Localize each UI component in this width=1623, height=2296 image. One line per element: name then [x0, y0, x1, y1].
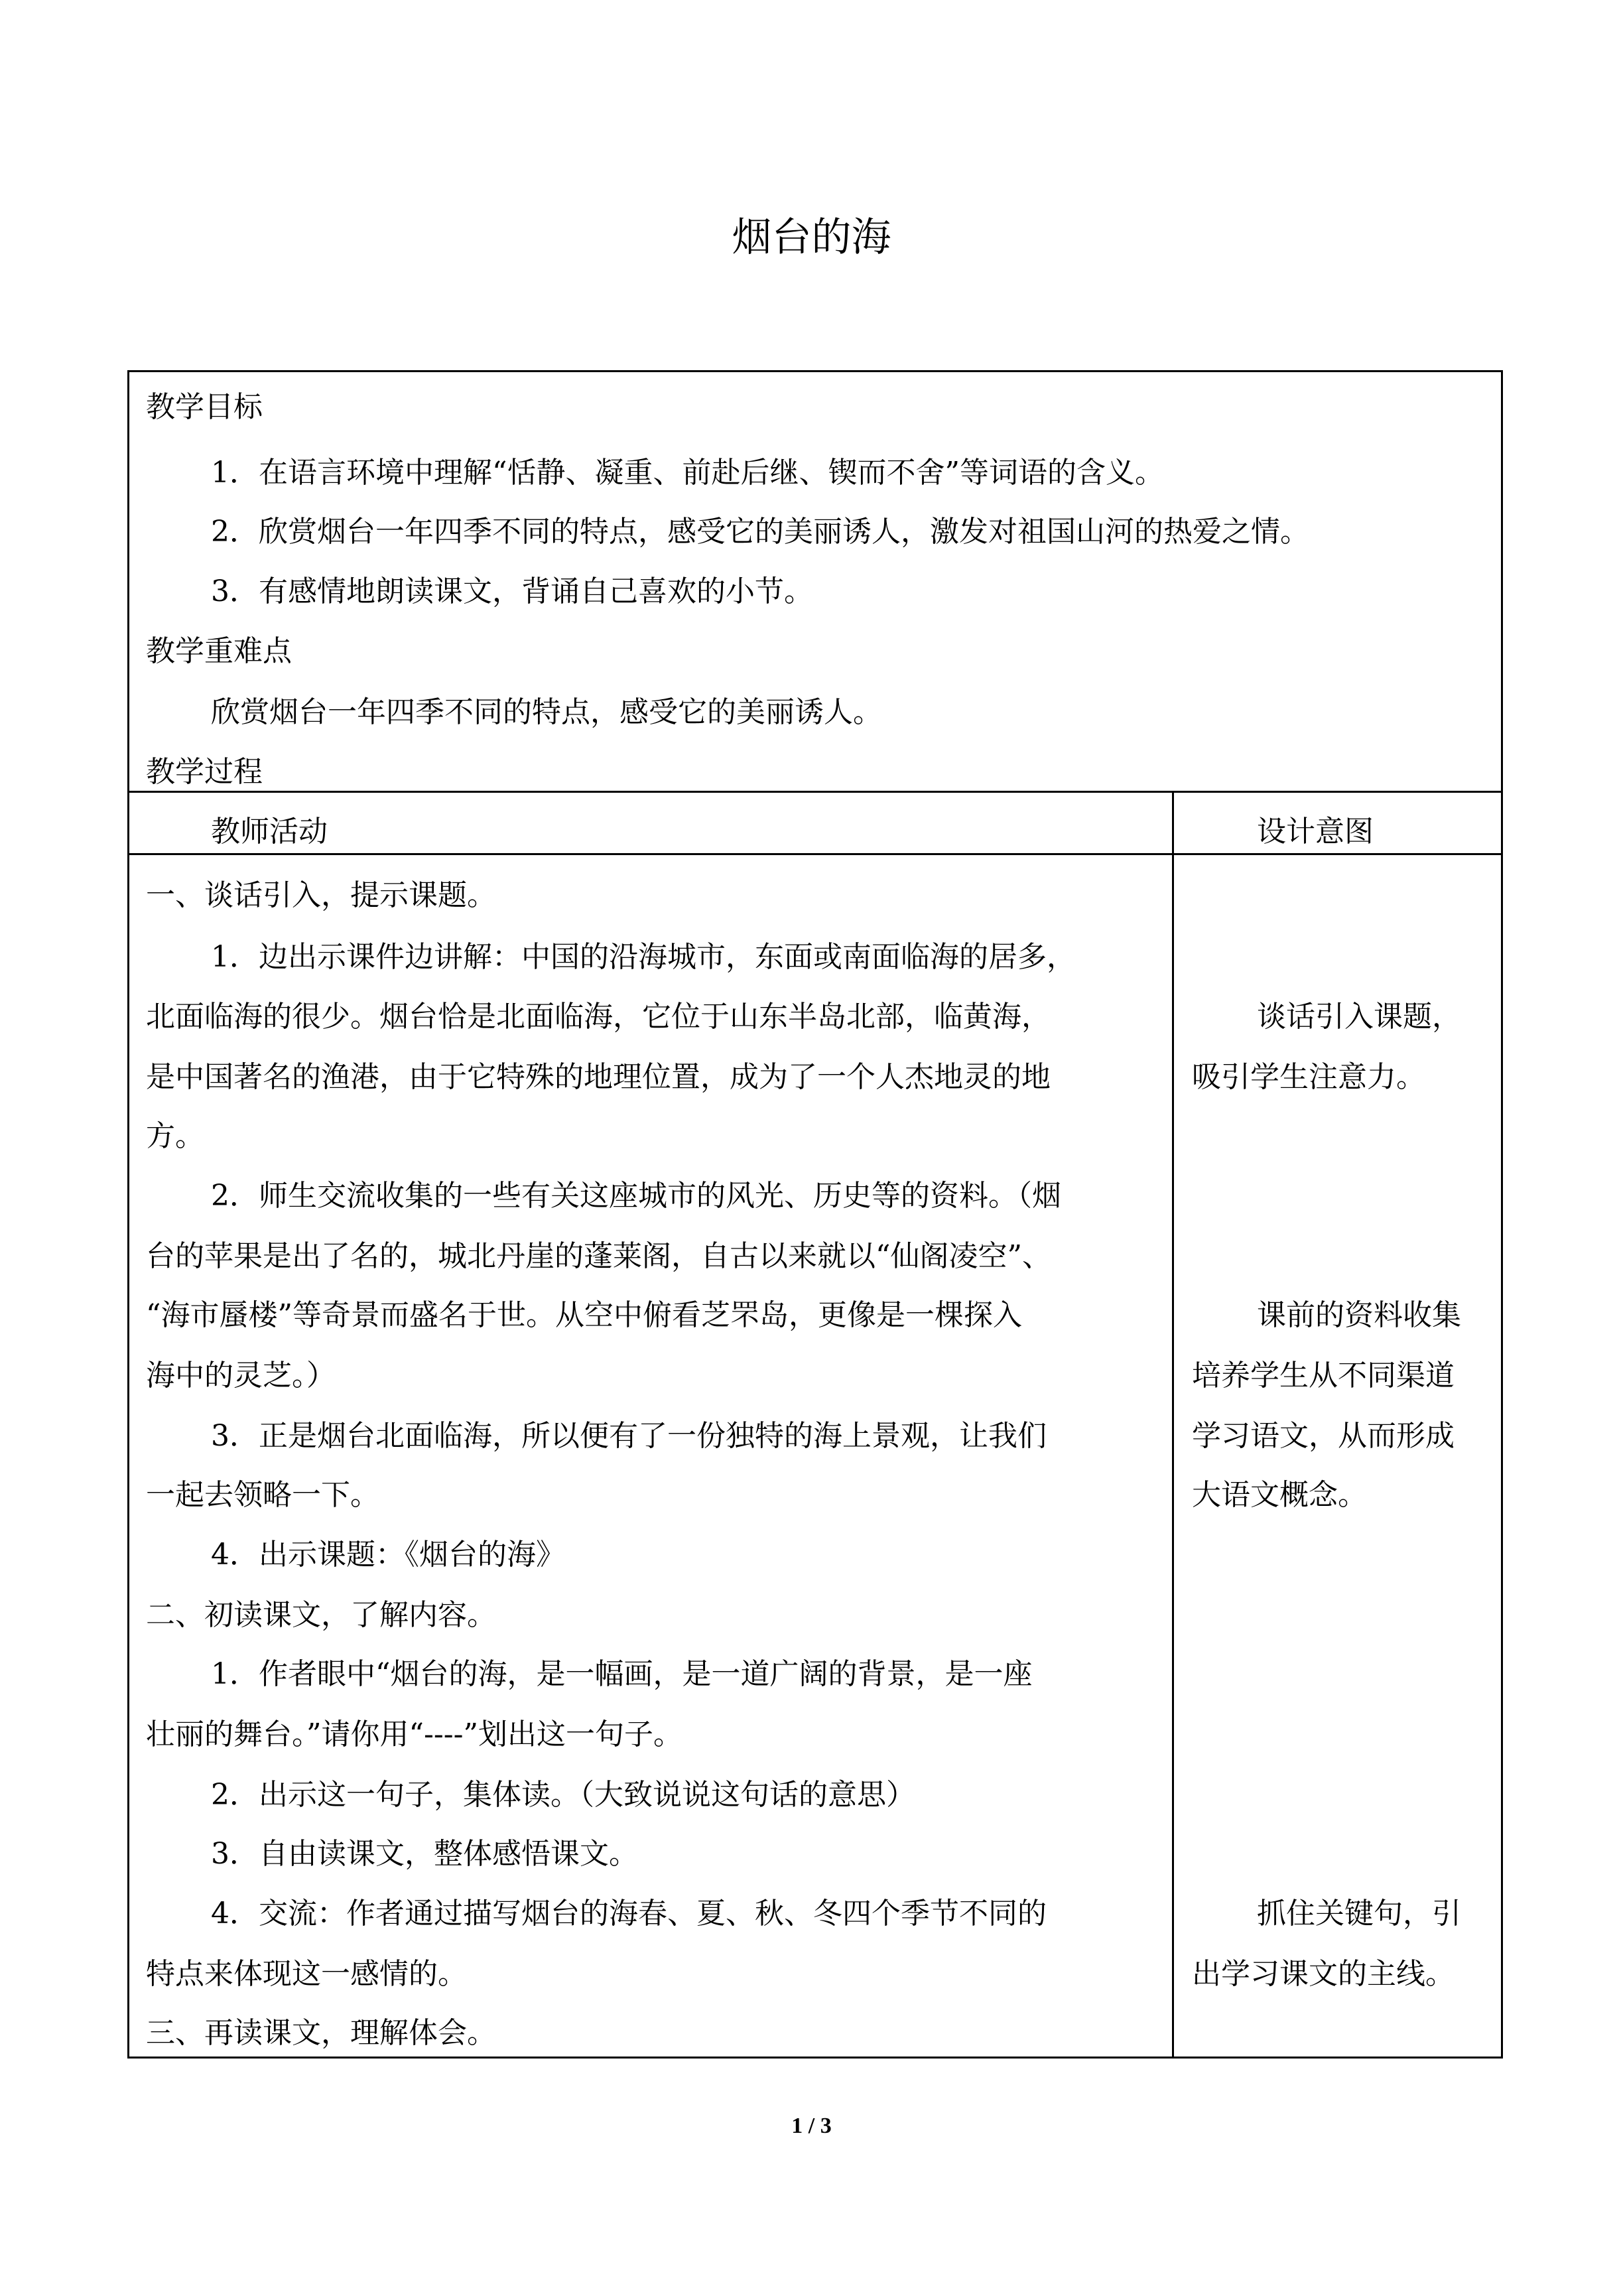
objective-item: 2．欣赏烟台一年四季不同的特点，感受它的美丽诱人，激发对祖国山河的热爱之情。 [211, 515, 1309, 549]
design-line: 培养学生从不同渠道 [1192, 1359, 1455, 1392]
table-divider-header [127, 791, 1503, 793]
column-header-design: 设计意图 [1257, 815, 1374, 848]
teacher-line: 一、谈话引入，提示课题。 [146, 878, 496, 912]
teacher-line: 3．自由读课文，整体感悟课文。 [211, 1837, 638, 1871]
design-line: 学习语文，从而形成 [1192, 1419, 1455, 1453]
teacher-line: 1．边出示课件边讲解：中国的沿海城市，东面或南面临海的居多， [211, 940, 1076, 974]
design-line: 吸引学生注意力。 [1192, 1060, 1425, 1094]
teacher-line: 4．交流：作者通过描写烟台的海春、夏、秋、冬四个季节不同的 [211, 1897, 1047, 1930]
page-number: 1 / 3 [791, 2114, 832, 2138]
teacher-line: 2．出示这一句子，集体读。（大致说说这句话的意思） [211, 1778, 915, 1812]
teacher-line: 1．作者眼中“烟台的海，是一幅画，是一道广阔的背景，是一座 [211, 1657, 1033, 1691]
page-title: 烟台的海 [732, 214, 891, 261]
teacher-line: 二、初读课文，了解内容。 [146, 1598, 496, 1632]
objective-item: 1．在语言环境中理解“恬静、凝重、前赴后继、锲而不舍”等词语的含义。 [211, 456, 1164, 490]
teacher-line: 三、再读课文，理解体会。 [146, 2016, 496, 2050]
teacher-line: 3．正是烟台北面临海，所以便有了一份独特的海上景观，让我们 [211, 1419, 1047, 1453]
key-points-heading: 教学重难点 [146, 634, 292, 668]
teacher-line: 方。 [146, 1119, 204, 1153]
teacher-line: 2．师生交流收集的一些有关这座城市的风光、历史等的资料。（烟 [211, 1179, 1061, 1213]
key-points-text: 欣赏烟台一年四季不同的特点，感受它的美丽诱人。 [211, 695, 882, 729]
teacher-line: 台的苹果是出了名的，城北丹崖的蓬莱阁，自古以来就以“仙阁凌空”、 [146, 1239, 1051, 1273]
teacher-line: “海市蜃楼”等奇景而盛名于世。从空中俯看芝罘岛，更像是一棵探入 [146, 1298, 1022, 1332]
design-line: 出学习课文的主线。 [1192, 1957, 1455, 1991]
design-line: 谈话引入课题， [1257, 1000, 1461, 1034]
objectives-heading: 教学目标 [146, 390, 263, 424]
process-heading: 教学过程 [146, 755, 263, 789]
teacher-line: 海中的灵芝。） [146, 1359, 336, 1392]
teacher-line: 北面临海的很少。烟台恰是北面临海，它位于山东半岛北部，临黄海， [146, 1000, 1051, 1034]
teacher-line: 4．出示课题：《烟台的海》 [211, 1538, 565, 1572]
teacher-line: 一起去领略一下。 [146, 1478, 379, 1512]
teacher-line: 特点来体现这一感情的。 [146, 1957, 467, 1991]
design-line: 课前的资料收集 [1257, 1298, 1461, 1332]
column-header-teacher: 教师活动 [211, 815, 328, 848]
objective-item: 3．有感情地朗读课文，背诵自己喜欢的小节。 [211, 574, 813, 608]
design-line: 大语文概念。 [1192, 1478, 1367, 1512]
table-column-divider [1172, 791, 1174, 2059]
table-divider-body [127, 853, 1503, 855]
teacher-line: 壮丽的舞台。”请你用“----”划出这一句子。 [146, 1718, 682, 1751]
design-line: 抓住关键句，引 [1257, 1897, 1461, 1930]
teacher-line: 是中国著名的渔港，由于它特殊的地理位置，成为了一个人杰地灵的地 [146, 1060, 1051, 1094]
